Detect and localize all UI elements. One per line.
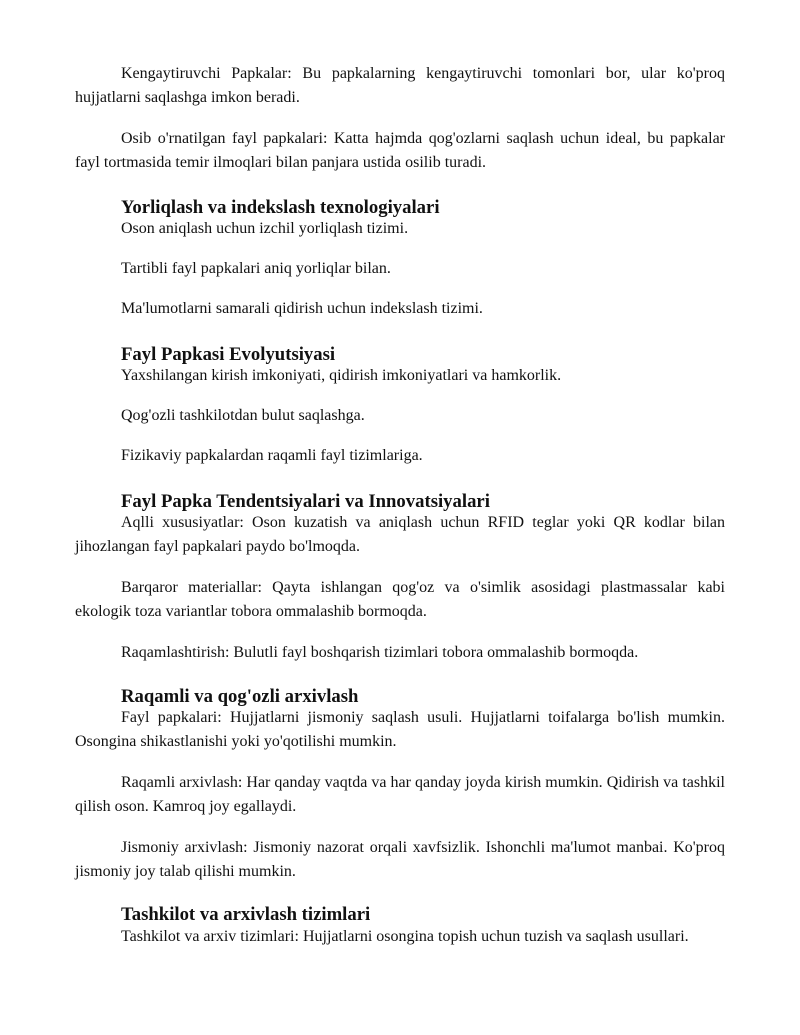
paragraph-organization-systems: Tashkilot va arxiv tizimlari: Hujjatlarni osongina topish uchun tuzish va saqlash usullari.	[121, 928, 689, 945]
paragraph-smart-features: Aqlli xususiyatlar: Oson kuzatish va aniqlash uchun RFID teglar yoki QR kodlar bilan jihozlangan fayl papkalari paydo bo'lmoqda.	[75, 514, 725, 555]
labeling-item-2: Tartibli fayl papkalari aniq yorliqlar bilan.	[121, 260, 391, 277]
paragraph-physical-archiving: Jismoniy arxivlash: Jismoniy nazorat orqali xavfsizlik. Ishonchli ma'lumot manbai. Ko'proq jismoniy joy talab qilishi mumkin.	[75, 839, 725, 880]
labeling-item-1: Oson aniqlash uchun izchil yorliqlash tizimi.	[121, 220, 409, 237]
evolution-item-2: Qog'ozli tashkilotdan bulut saqlashga.	[121, 407, 365, 424]
heading-digital-paper-archiving: Raqamli va qog'ozli arxivlash	[121, 686, 359, 707]
heading-folder-evolution: Fayl Papkasi Evolyutsiyasi	[121, 344, 336, 365]
evolution-item-1: Yaxshilangan kirish imkoniyati, qidirish imkoniyatlari va hamkorlik.	[121, 367, 562, 384]
heading-labeling-indexing: Yorliqlash va indekslash texnologiyalari	[121, 197, 440, 218]
paragraph-file-folders: Fayl papkalari: Hujjatlarni jismoniy saqlash usuli. Hujjatlarni toifalarga bo'lish mumkin. Osongina shikastlanishi yoki yo'qotilishi mumkin.	[75, 709, 725, 750]
heading-trends-innovations: Fayl Papka Tendentsiyalari va Innovatsiyalari	[121, 491, 490, 512]
heading-organization-archiving-systems: Tashkilot va arxivlash tizimlari	[121, 904, 371, 925]
paragraph-digital-archiving: Raqamli arxivlash: Har qanday vaqtda va har qanday joyda kirish mumkin. Qidirish va tashkil qilish oson. Kamroq joy egallaydi.	[75, 774, 725, 815]
paragraph-hanging-folders: Osib o'rnatilgan fayl papkalari: Katta hajmda qog'ozlarni saqlash uchun ideal, bu papkalar fayl tortmasida temir ilmoqlari bilan panjara ustida osilib turadi.	[75, 130, 725, 171]
paragraph-digitization: Raqamlashtirish: Bulutli fayl boshqarish tizimlari tobora ommalashib bormoqda.	[121, 644, 639, 661]
evolution-item-3: Fizikaviy papkalardan raqamli fayl tizimlariga.	[121, 447, 423, 464]
paragraph-expanding-folders: Kengaytiruvchi Papkalar: Bu papkalarning kengaytiruvchi tomonlari bor, ular ko'proq hujjatlarni saqlashga imkon beradi.	[75, 65, 725, 106]
labeling-item-3: Ma'lumotlarni samarali qidirish uchun indekslash tizimi.	[121, 300, 483, 317]
paragraph-sustainable-materials: Barqaror materiallar: Qayta ishlangan qog'oz va o'simlik asosidagi plastmassalar kabi ekologik toza variantlar tobora ommalashib bormoqda.	[75, 579, 725, 620]
